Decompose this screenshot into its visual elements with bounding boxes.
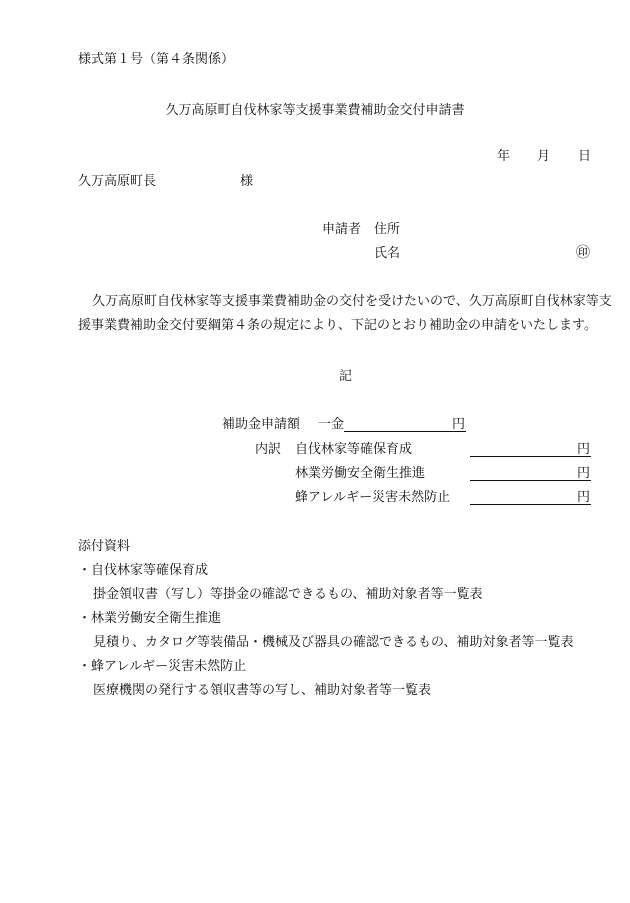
date-month: 月 bbox=[537, 149, 551, 164]
attachment-item-detail: 医療機関の発行する領収書等の写し、補助対象者等一覧表 bbox=[93, 683, 432, 698]
applicant-label: 申請者 bbox=[322, 222, 362, 237]
attachment-item-title: ・蜂アレルギー災害未然防止 bbox=[78, 659, 247, 674]
breakdown-item-unit: 円 bbox=[577, 490, 591, 505]
breakdown-label: 内訳 bbox=[255, 442, 282, 457]
attachments-heading: 添付資料 bbox=[78, 539, 131, 554]
breakdown-item-name: 自伐林家等確保育成 bbox=[295, 442, 413, 457]
breakdown-item-unit: 円 bbox=[577, 466, 591, 481]
date-day: 日 bbox=[578, 149, 592, 164]
breakdown-item-underline bbox=[470, 456, 591, 457]
body-paragraph: 久万高原町自伐林家等支援事業費補助金の交付を受けたいので、久万高原町自伐林家等支援事業費補助金交付要綱第４条の規定により、下記のとおり補助金の申請をいたします。 bbox=[78, 294, 612, 333]
attachment-item-detail: 見積り、カタログ等装備品・機械及び器具の確認できるもの、補助対象者等一覧表 bbox=[93, 635, 574, 650]
ki-heading: 記 bbox=[339, 369, 353, 384]
addressee-name: 久万高原町長 bbox=[78, 174, 157, 189]
applicant-address-label: 住所 bbox=[374, 222, 401, 237]
attachment-item-title: ・林業労働安全衛生推進 bbox=[78, 611, 222, 626]
applicant-name-label: 氏名 bbox=[374, 246, 401, 261]
breakdown-item-underline bbox=[470, 504, 591, 505]
attachment-item-detail: 掛金領収書（写し）等掛金の確認できるもの、補助対象者等一覧表 bbox=[93, 587, 483, 602]
breakdown-item-name: 林業労働安全衛生推進 bbox=[295, 466, 426, 481]
addressee-honorific: 様 bbox=[240, 174, 254, 189]
breakdown-item-underline bbox=[470, 480, 591, 481]
amount-underline bbox=[344, 431, 466, 432]
document-title: 久万高原町自伐林家等支援事業費補助金交付申請書 bbox=[165, 103, 465, 118]
form-number-label: 様式第１号（第４条関係） bbox=[78, 52, 235, 67]
breakdown-item-unit: 円 bbox=[577, 442, 591, 457]
amount-unit: 円 bbox=[452, 417, 466, 432]
attachment-item-title: ・自伐林家等確保育成 bbox=[78, 563, 209, 578]
date-year: 年 bbox=[497, 149, 511, 164]
amount-prefix: 一金 bbox=[318, 417, 345, 432]
amount-label: 補助金申請額 bbox=[222, 417, 301, 432]
seal-mark: ㊞ bbox=[576, 245, 590, 261]
breakdown-item-name: 蜂アレルギー災害未然防止 bbox=[295, 490, 451, 505]
